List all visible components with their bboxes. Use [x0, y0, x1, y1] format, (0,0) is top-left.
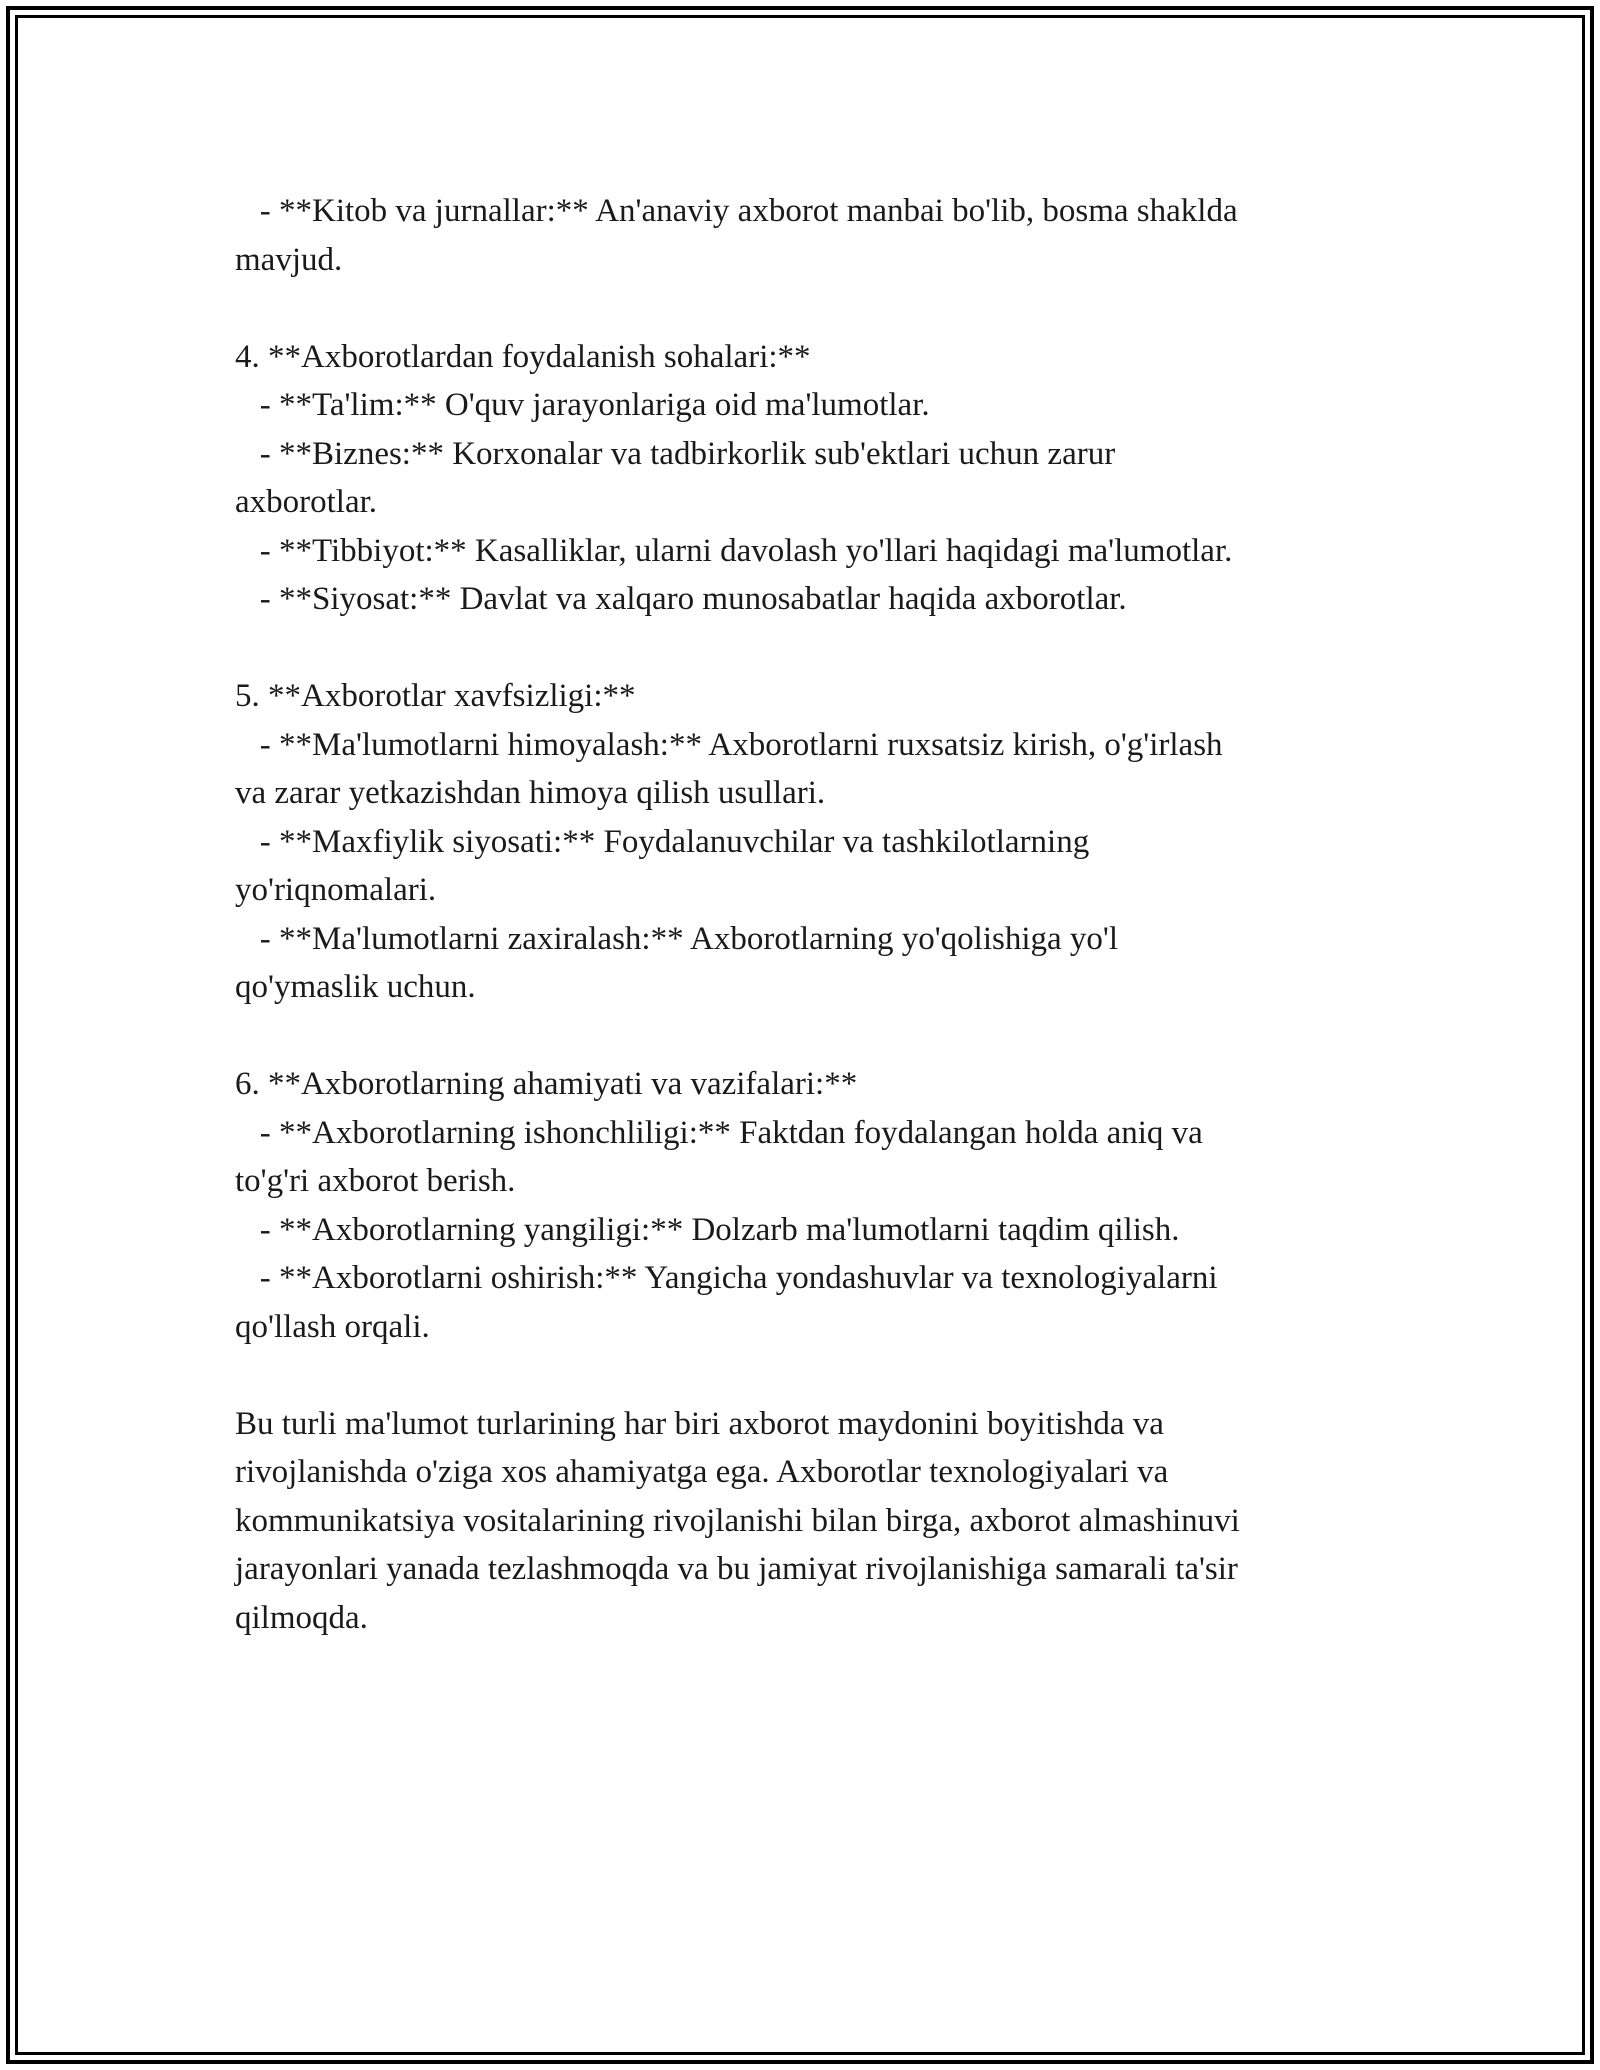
blank-line [235, 284, 1365, 333]
text-line: mavjud. [235, 241, 343, 278]
paragraph-line: kommunikatsiya vositalarining rivojlanishi bilan birga, axborot almashinuvi [235, 1502, 1240, 1539]
text-line: - **Biznes:** Korxonalar va tadbirkorlik sub'ektlari uchun zarur [235, 435, 1116, 472]
text-line: yo'riqnomalari. [235, 872, 437, 908]
text-line: - **Ta'lim:** O'quv jarayonlariga oid ma'lumotlar. [235, 387, 930, 423]
section-heading: 4. **Axborotlardan foydalanish sohalari:** [235, 338, 811, 375]
text-line: - **Ma'lumotlarni zaxiralash:** Axborotlarning yo'qolishiga yo'l [235, 920, 1119, 957]
text-line: to'g'ri axborot berish. [235, 1163, 516, 1199]
text-line: - **Tibbiyot:** Kasalliklar, ularni davolash yo'llari haqidagi ma'lumotlar. [235, 532, 1233, 569]
paragraph-line: rivojlanishda o'ziga xos ahamiyatga ega. Axborotlar texnologiyalari va [235, 1454, 1169, 1490]
blank-line [235, 1012, 1365, 1061]
paragraph-line: qilmoqda. [235, 1599, 368, 1636]
text-line: - **Kitob va jurnallar:** An'anaviy axborot manbai bo'lib, bosma shaklda [235, 193, 1238, 229]
text-line: axborotlar. [235, 484, 378, 520]
text-line: va zarar yetkazishdan himoya qilish usullari. [235, 775, 826, 811]
text-line: - **Ma'lumotlarni himoyalash:** Axborotlarni ruxsatsiz kirish, o'g'irlash [235, 726, 1223, 763]
text-line: - **Axborotlarning ishonchliligi:** Faktdan foydalangan holda aniq va [235, 1114, 1203, 1151]
blank-line [235, 624, 1365, 673]
text-line: - **Axborotlarni oshirish:** Yangicha yondashuvlar va texnologiyalarni [235, 1260, 1218, 1296]
paragraph-line: jarayonlari yanada tezlashmoqda va bu jamiyat rivojlanishiga samarali ta'sir [235, 1551, 1238, 1587]
text-line: qo'ymaslik uchun. [235, 969, 476, 1005]
text-line: - **Axborotlarning yangiligi:** Dolzarb ma'lumotlarni taqdim qilish. [235, 1211, 1180, 1248]
text-line: qo'llash orqali. [235, 1308, 430, 1345]
section-heading: 6. **Axborotlarning ahamiyati va vazifalari:** [235, 1066, 858, 1102]
section-heading: 5. **Axborotlar xavfsizligi:** [235, 678, 636, 714]
text-line: - **Maxfiylik siyosati:** Foydalanuvchilar va tashkilotlarning [235, 823, 1090, 860]
text-line: - **Siyosat:** Davlat va xalqaro munosabatlar haqida axborotlar. [235, 581, 1127, 617]
document-body [235, 187, 1365, 1642]
blank-line [235, 1351, 1365, 1400]
paragraph-line: Bu turli ma'lumot turlarining har biri axborot maydonini boyitishda va [235, 1405, 1164, 1442]
